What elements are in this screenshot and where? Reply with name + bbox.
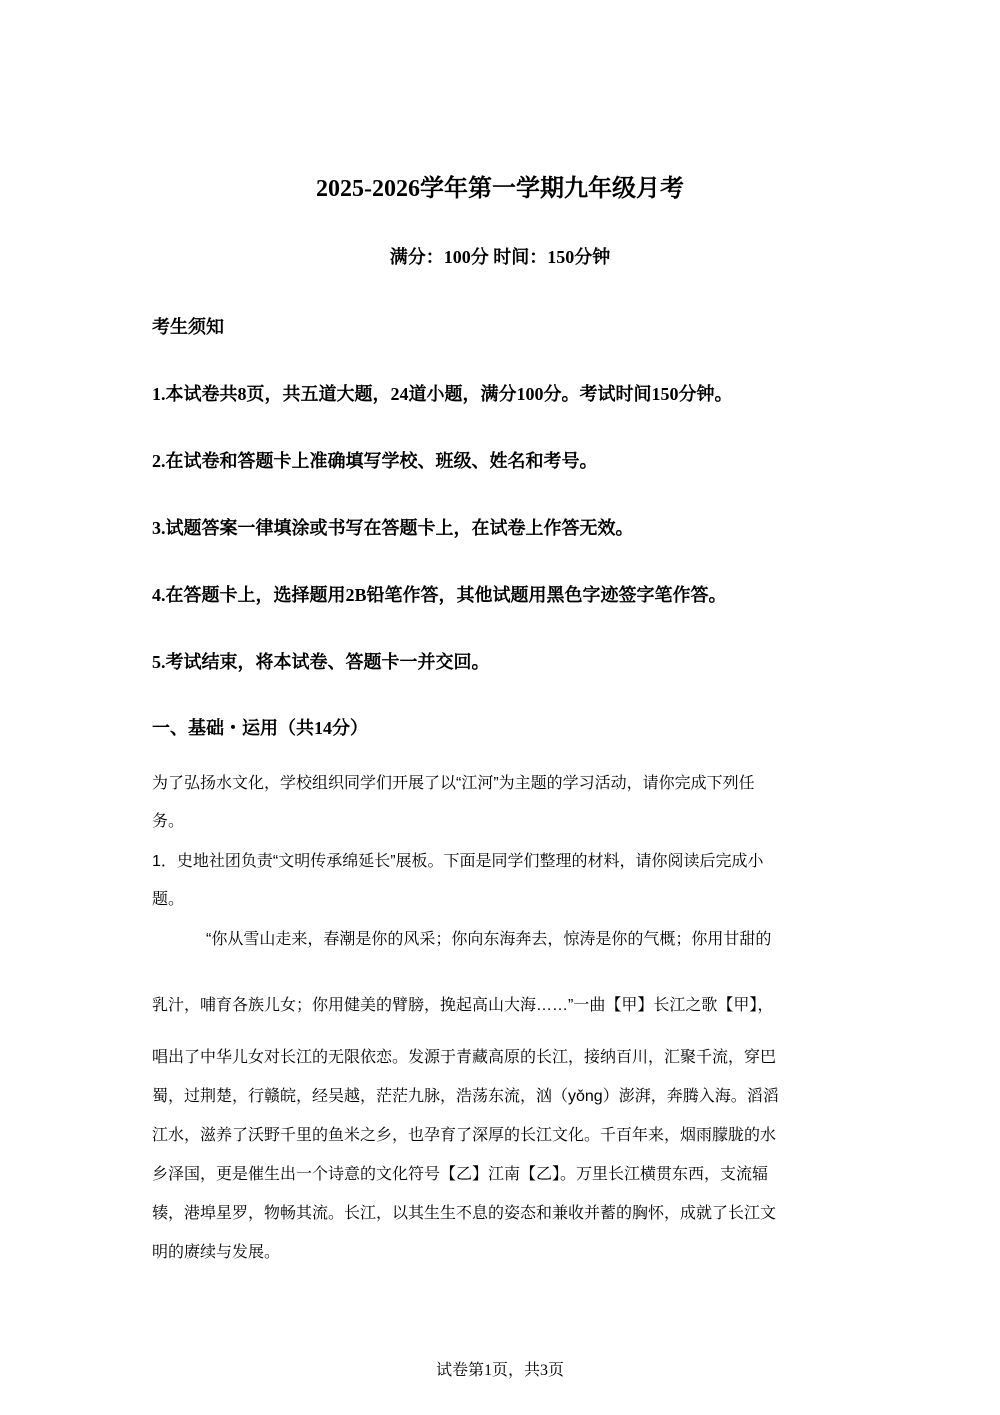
notice-item-5: 5.考试结束，将本试卷、答题卡一并交回。 [152,652,490,672]
passage-line-3: 唱出了中华儿女对长江的无限依恋。发源于青藏高原的长江，接纳百川，汇聚千流，穿巴 [152,1049,777,1066]
notice-heading: 考生须知 [152,317,224,337]
page-footer: 试卷第1页，共3页 [435,1362,564,1379]
question-1-line-2: 题。 [152,891,185,908]
notice-item-3: 3.试题答案一律填涂或书写在答题卡上，在试卷上作答无效。 [152,518,634,538]
section-intro-line-2: 务。 [152,813,185,830]
passage-line-7: 辏，港埠星罗，物畅其流。长江，以其生生不息的姿态和兼收并蓄的胸怀，成就了长江文 [152,1205,777,1222]
passage-line-4: 蜀，过荆楚，行赣皖，经吴越，茫茫九脉，浩荡东流，汹（yǒng）澎湃，奔腾入海。滔滔 [152,1088,779,1105]
passage-line-1: “你从雪山走来，春潮是你的风采；你向东海奔去，惊涛是你的气概；你用甘甜的 [206,931,772,948]
passage-line-8: 明的赓续与发展。 [152,1244,281,1261]
exam-title: 2025-2026学年第一学期九年级月考 [316,176,684,202]
question-1-line-1: 1．史地社团负责“文明传承绵延长”展板。下面是同学们整理的材料，请你阅读后完成小 [152,853,764,870]
notice-item-2: 2.在试卷和答题卡上准确填写学校、班级、姓名和考号。 [152,451,598,471]
section-intro-line-1: 为了弘扬水文化，学校组织同学们开展了以“江河”为主题的学习活动，请你完成下列任 [152,775,755,792]
passage-line-6: 乡泽国，更是催生出一个诗意的文化符号【乙】江南【乙】。万里长江横贯东西，支流辐 [152,1166,769,1183]
notice-item-4: 4.在答题卡上，选择题用2B铅笔作答，其他试题用黑色字迹签字笔作答。 [152,585,727,605]
exam-subtitle: 满分：100分 时间：150分钟 [389,247,611,267]
passage-line-2: 乳汁，哺育各族儿女；你用健美的臂膀，挽起高山大海……”一曲【甲】长江之歌【甲】， [152,997,774,1014]
section-1-heading: 一、基础・运用（共14分） [152,718,368,738]
notice-item-1: 1.本试卷共8页，共五道大题，24道小题，满分100分。考试时间150分钟。 [152,384,733,404]
passage-line-5: 江水，滋养了沃野千里的鱼米之乡，也孕育了深厚的长江文化。千百年来，烟雨朦胧的水 [152,1127,777,1144]
